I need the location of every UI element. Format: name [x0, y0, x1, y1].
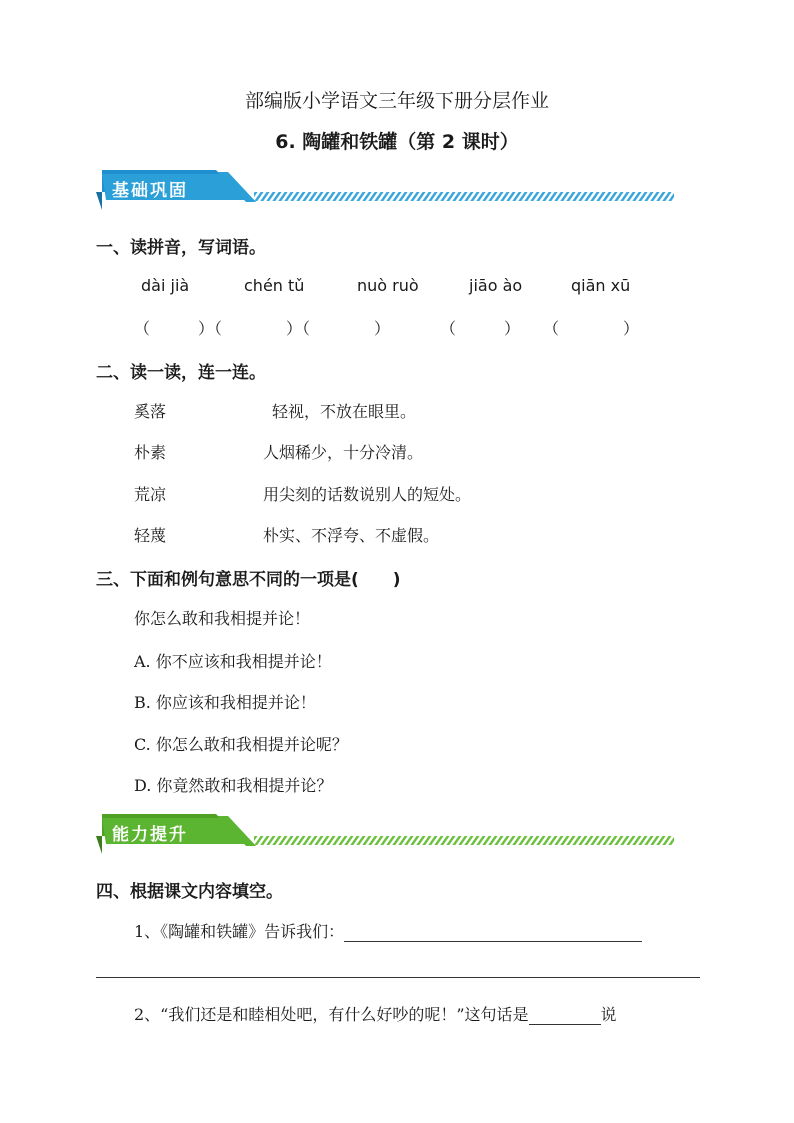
match-meaning-2[interactable]: 人烟稀少，十分冷清。	[263, 443, 424, 462]
banner-ability-label: 能力提升	[112, 825, 188, 845]
pinyin-5: qiān xū	[571, 276, 631, 295]
fill-item-2-text: 2、“我们还是和睦相处吧，有什么好吵的呢！”这句话是	[134, 1005, 529, 1024]
pinyin-2: chén tǔ	[244, 276, 305, 295]
banner-basic-label: 基础巩固	[112, 181, 188, 201]
fill-blank-1[interactable]	[344, 922, 642, 942]
fill-blank-2[interactable]	[529, 1005, 601, 1025]
fill-item-1-text: 1、《陶罐和铁罐》告诉我们：	[134, 922, 345, 941]
match-word-4[interactable]: 轻蔑	[134, 526, 167, 545]
fill-item-1	[134, 919, 642, 942]
pinyin-3: nuò ruò	[357, 276, 419, 295]
match-word-1[interactable]: 奚落	[134, 402, 167, 421]
question-4-heading: 四、根据课文内容填空。	[96, 882, 283, 902]
lesson-title: 6. 陶罐和铁罐（第 2 课时）	[275, 131, 519, 153]
question-3-heading: 三、下面和例句意思不同的一项是( )	[96, 570, 401, 590]
fill-blank-1-continued[interactable]	[96, 977, 700, 978]
answer-parens-5[interactable]: （ ）	[543, 319, 640, 338]
question-2-heading: 二、读一读，连一连。	[96, 363, 266, 383]
document-title: 部编版小学语文三年级下册分层作业	[244, 90, 549, 112]
answer-parens-4[interactable]: （ ）	[440, 319, 521, 338]
match-word-3[interactable]: 荒凉	[134, 485, 167, 504]
option-b[interactable]: B. 你应该和我相提并论！	[134, 693, 316, 712]
fill-item-2-tail: 说	[600, 1005, 617, 1024]
section-banner-ability	[96, 814, 676, 858]
question-1-heading: 一、读拼音，写词语。	[96, 238, 266, 258]
match-meaning-1[interactable]: 轻视，不放在眼里。	[272, 402, 417, 421]
match-meaning-4[interactable]: 朴实、不浮夸、不虚假。	[263, 526, 440, 545]
pinyin-1: dài jià	[141, 276, 190, 295]
match-meaning-3[interactable]: 用尖刻的话数说别人的短处。	[263, 485, 472, 504]
pinyin-4: jiāo ào	[469, 276, 523, 295]
option-a[interactable]: A. 你不应该和我相提并论！	[134, 652, 332, 671]
option-d[interactable]: D. 你竟然敢和我相提并论？	[134, 776, 333, 795]
example-sentence: 你怎么敢和我相提并论！	[134, 609, 311, 628]
fill-item-2	[134, 1002, 617, 1025]
section-banner-basic	[96, 170, 676, 214]
answer-parens-1-3[interactable]: （ ）（ ）（ ）	[134, 319, 391, 338]
option-c[interactable]: C. 你怎么敢和我相提并论呢？	[134, 735, 348, 754]
match-word-2[interactable]: 朴素	[134, 443, 167, 462]
